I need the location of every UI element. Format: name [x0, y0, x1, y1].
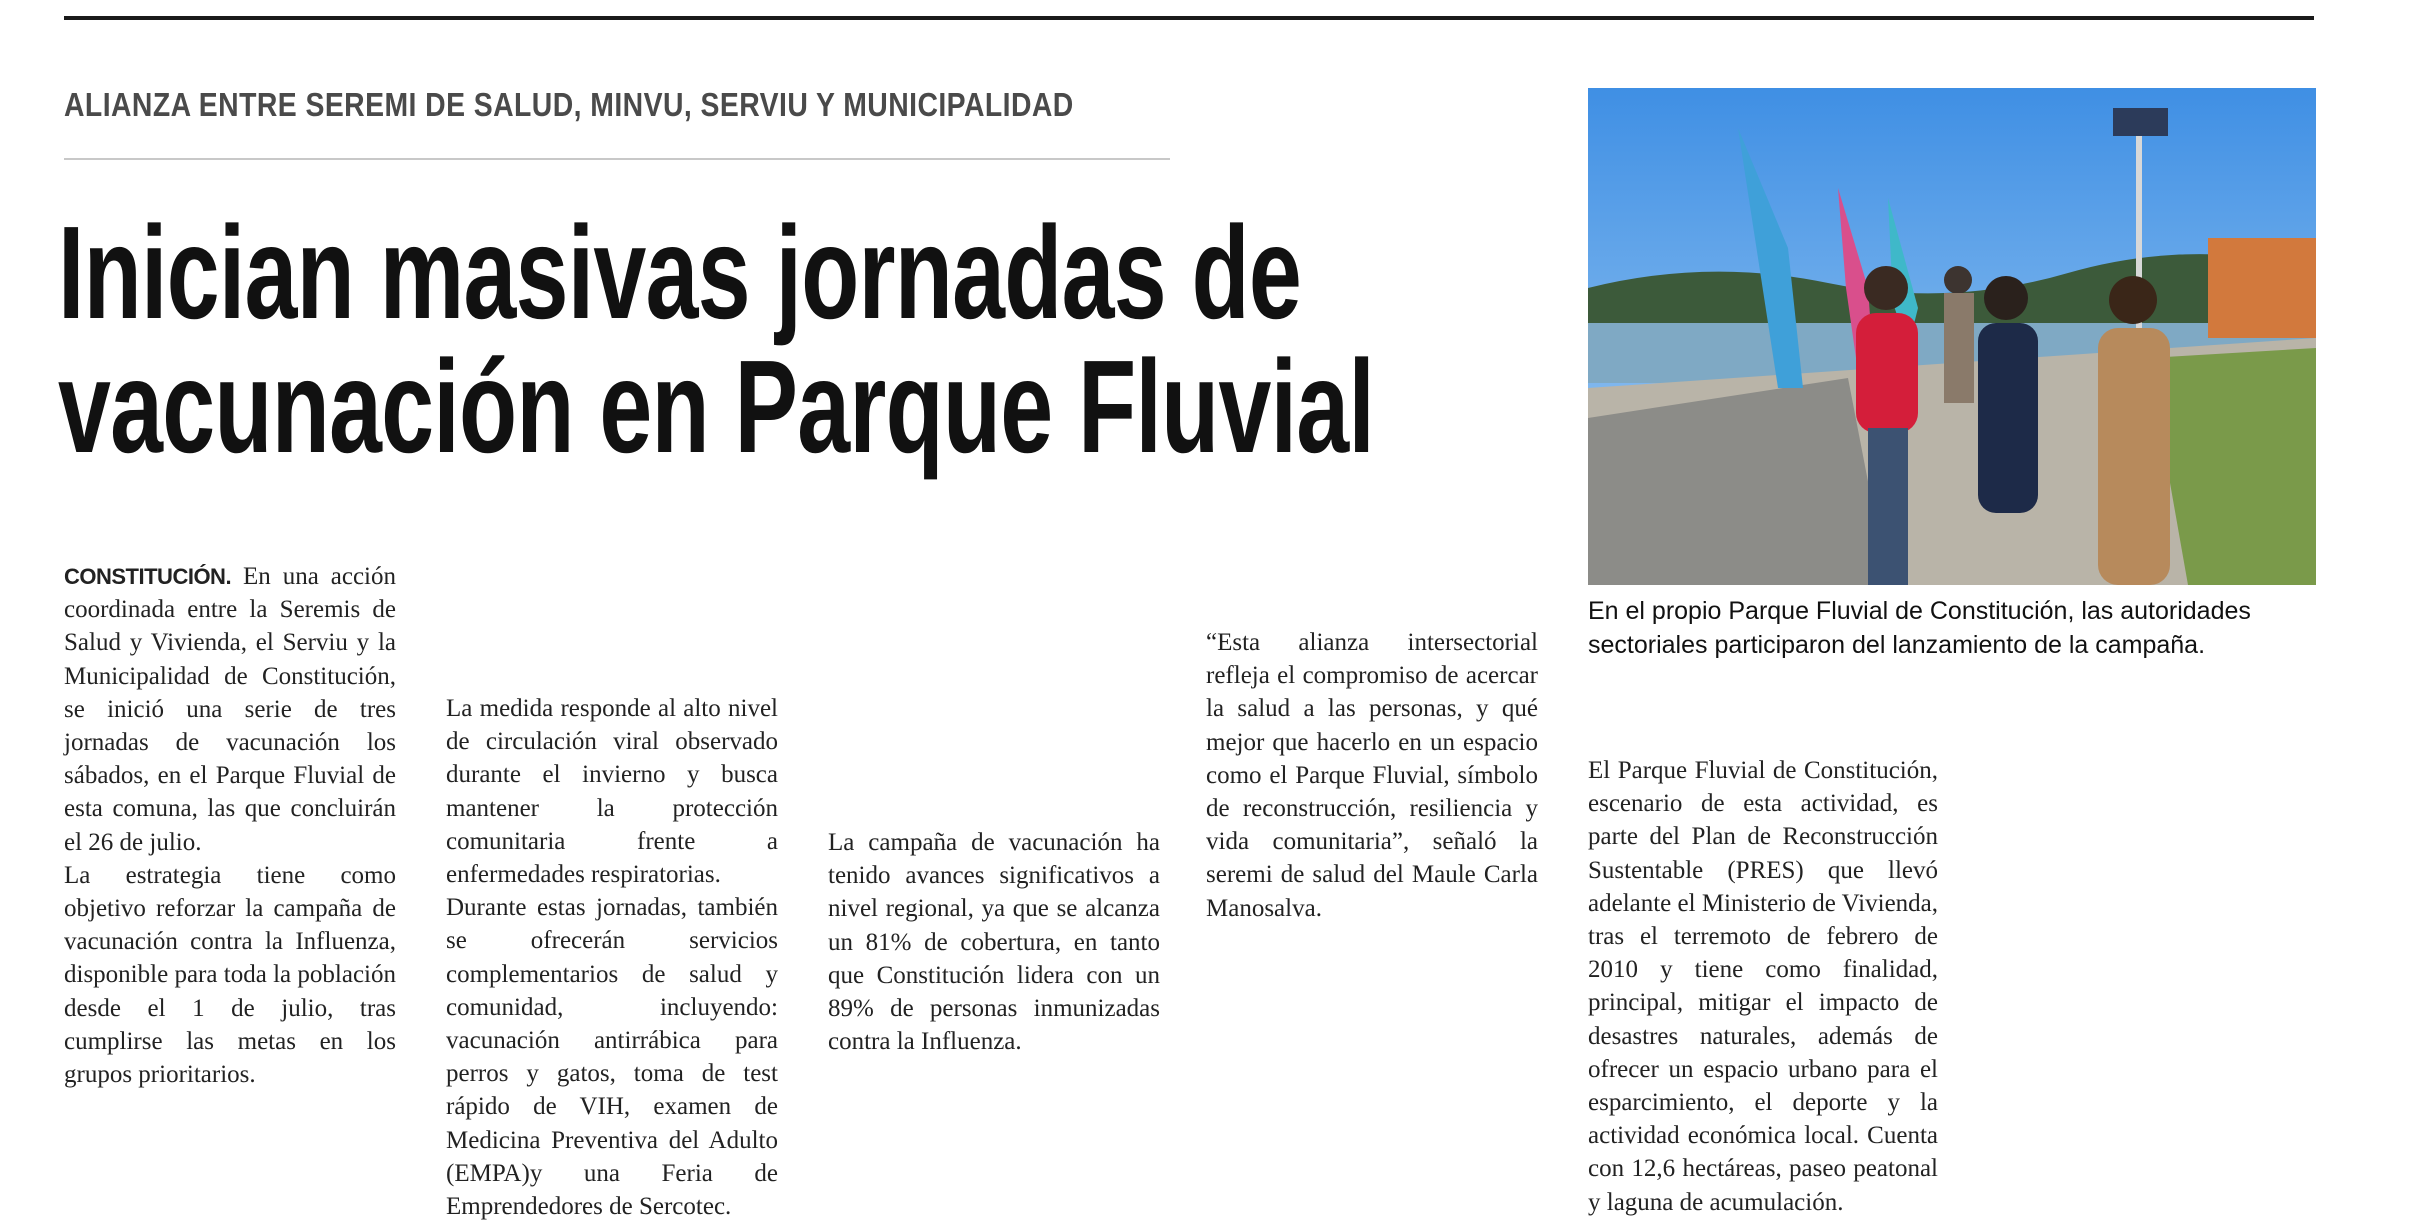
article-kicker: ALIANZA ENTRE SEREMI DE SALUD, MINVU, SERVIU Y MUNICIPALIDAD	[64, 86, 1074, 123]
paragraph-3: La medida responde al alto nivel de circulación viral observado durante el invierno y busca mantener la protección comunitaria frente a enfermedades respiratorias.	[446, 695, 778, 889]
headline-line-2: vacunación en Parque Fluvial	[58, 333, 1375, 480]
article-column-1	[64, 560, 396, 1091]
paragraph-1	[64, 560, 396, 859]
article-column-2	[446, 560, 778, 1223]
kicker-divider	[64, 158, 1170, 160]
dateline: CONSTITUCIÓN.	[64, 564, 232, 589]
photo-caption	[1588, 594, 2328, 662]
caption-line-1: En el propio Parque Fluvial de Constitución, las autoridades	[1588, 597, 2251, 625]
caption-line-2: sectoriales participaron del lanzamiento de la campaña.	[1588, 631, 2206, 659]
article-column-5	[1588, 754, 1938, 1219]
article-photo	[1588, 88, 2316, 585]
paragraph-4: Durante estas jornadas, también se ofrecerán servicios complementarios de salud y comunidad, incluyendo: vacunación antirrábica para perros y gatos, toma de test rápido de VIH, examen de Medicina Preventiva del Adulto (EMPA)y una Feria de Emprendedores de Sercotec.	[446, 894, 778, 1221]
paragraph-7: El Parque Fluvial de Constitución, escenario de esta actividad, es parte del Plan de Reconstrucción Sustentable (PRES) que llevó adelante el Ministerio de Vivienda, tras el terremoto de febrero de 2010 y tiene como finalidad, principal, mitigar el impacto de desastres naturales, además de ofrecer un espacio urbano para el esparcimiento, el deporte y la actividad económica local. Cuenta con 12,6 hectáreas, paseo peatonal y laguna de acumulación.	[1588, 757, 1939, 1216]
paragraph-1-text: En una acción coordinada entre la Seremis de Salud y Vivienda, el Serviu y la Municipalidad de Constitución, se inició una serie de tres jornadas de vacunación los sábados, en el Parque Fluvial de esta comuna, las que concluirán el 26 de julio.	[64, 563, 396, 856]
paragraph-6: “Esta alianza intersectorial refleja el compromiso de acercar la salud a las personas, y qué mejor que hacerlo en un espacio como el Parque Fluvial, símbolo de reconstrucción, resiliencia y vida comunitaria”, señaló la seremi de salud del Maule Carla Manosalva.	[1206, 629, 1538, 922]
article-column-3	[828, 826, 1160, 1058]
top-rule	[64, 16, 2314, 20]
paragraph-5: La campaña de vacunación ha tenido avances significativos a nivel regional, ya que se alcanza un 81% de cobertura, en tanto que Constitución lidera con un 89% de personas inmunizadas contra la Influenza.	[828, 829, 1160, 1056]
article-column-4	[1206, 560, 1538, 925]
paragraph-2: La estrategia tiene como objetivo reforzar la campaña de vacunación contra la Influenza, disponible para toda la población desde el 1 de julio, tras cumplirse las metas en los grupos prioritarios.	[64, 861, 396, 1089]
park-photo-illustration	[1588, 88, 2316, 585]
article-headline	[58, 199, 1375, 480]
headline-line-1: Inician masivas jornadas de	[58, 199, 1302, 346]
